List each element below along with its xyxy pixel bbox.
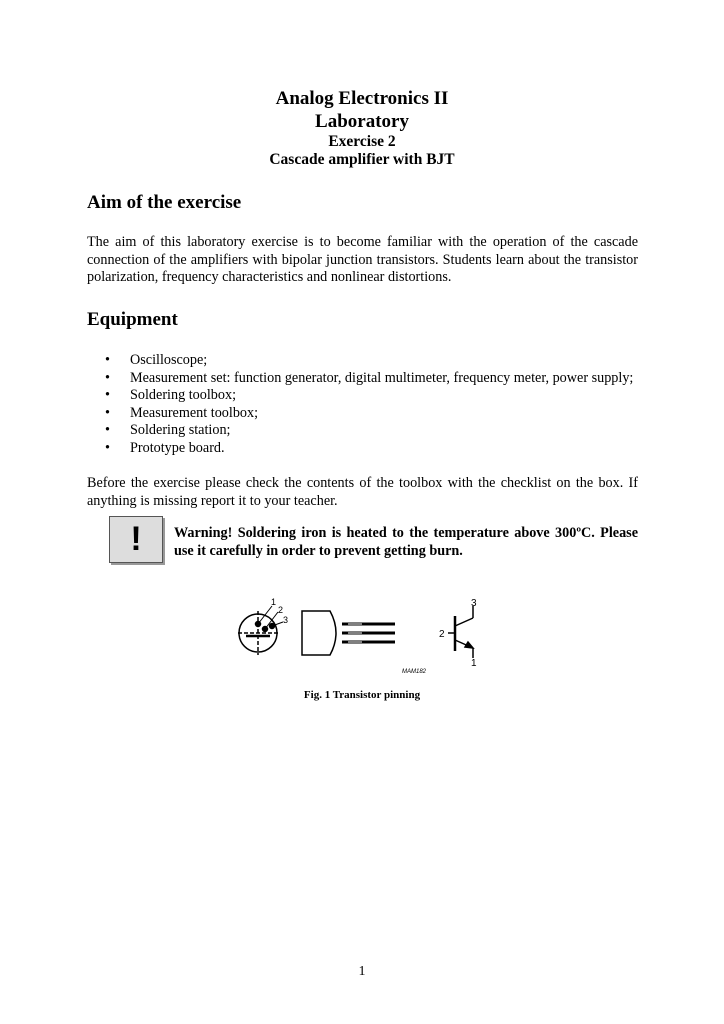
equipment-list [105, 352, 638, 457]
collector-line [455, 618, 473, 626]
list-item [105, 370, 638, 388]
emitter-label: 1 [471, 658, 477, 669]
list-item-text: Prototype board. [130, 439, 225, 456]
list-item [105, 440, 638, 458]
page-number: 1 [358, 964, 366, 979]
equipment-heading: Equipment [87, 309, 178, 330]
bullet-icon: • [105, 387, 110, 403]
list-item-text: Soldering station; [130, 422, 231, 438]
aim-heading: Aim of the exercise [87, 192, 242, 213]
transistor-pinning-figure [230, 596, 495, 678]
warning-text: Warning! Soldering iron is heated to the temperature above 300ºC. Please use it carefully in order to prevent getting burn. [174, 525, 638, 559]
exclamation-icon: ! [130, 520, 142, 558]
package-body [302, 611, 336, 655]
title-line1: Analog Electronics II [275, 88, 449, 109]
leader-1 [258, 606, 272, 624]
bullet-icon: • [105, 352, 110, 368]
emitter-arrow [465, 642, 473, 648]
side-view-diagram [302, 611, 395, 655]
warning-icon [109, 516, 163, 563]
transistor-symbol [448, 606, 473, 658]
list-item-text: Soldering toolbox; [130, 387, 237, 403]
list-item [105, 422, 638, 440]
list-item [105, 405, 638, 423]
pin-label-1: 1 [271, 597, 277, 607]
pin-label-3: 3 [283, 615, 289, 625]
bullet-icon: • [105, 369, 110, 386]
list-item-text: Measurement toolbox; [130, 404, 259, 421]
figure-caption: Fig. 1 Transistor pinning [303, 689, 421, 701]
bullet-icon: • [105, 439, 110, 456]
title-line2: Laboratory [315, 111, 409, 132]
list-item-text: Oscilloscope; [130, 352, 208, 368]
list-item [105, 352, 638, 370]
bullet-icon: • [105, 404, 110, 421]
list-item [105, 387, 638, 405]
toolbox-check-paragraph: Before the exercise please check the contents of the toolbox with the checklist on the box. If anything is missing report it to your teacher. [87, 475, 638, 509]
aim-paragraph: The aim of this laboratory exercise is to become familiar with the operation of the cascade connection of the amplifiers with bipolar junction transistors. Students learn about the transistor polarization, frequency characteristics and nonlinear distortions. [87, 234, 638, 285]
exercise-number: Exercise 2 [328, 133, 396, 150]
bullet-icon: • [105, 422, 110, 438]
base-label: 2 [439, 629, 445, 640]
exercise-subtitle: Cascade amplifier with BJT [269, 151, 455, 168]
list-item-text: Measurement set: function generator, digital multimeter, frequency meter, power supply; [130, 369, 634, 386]
pin-label-2: 2 [278, 605, 284, 615]
bottom-view-diagram [238, 606, 283, 655]
collector-label: 3 [471, 598, 477, 609]
figure-code: MAM182 [402, 669, 427, 675]
